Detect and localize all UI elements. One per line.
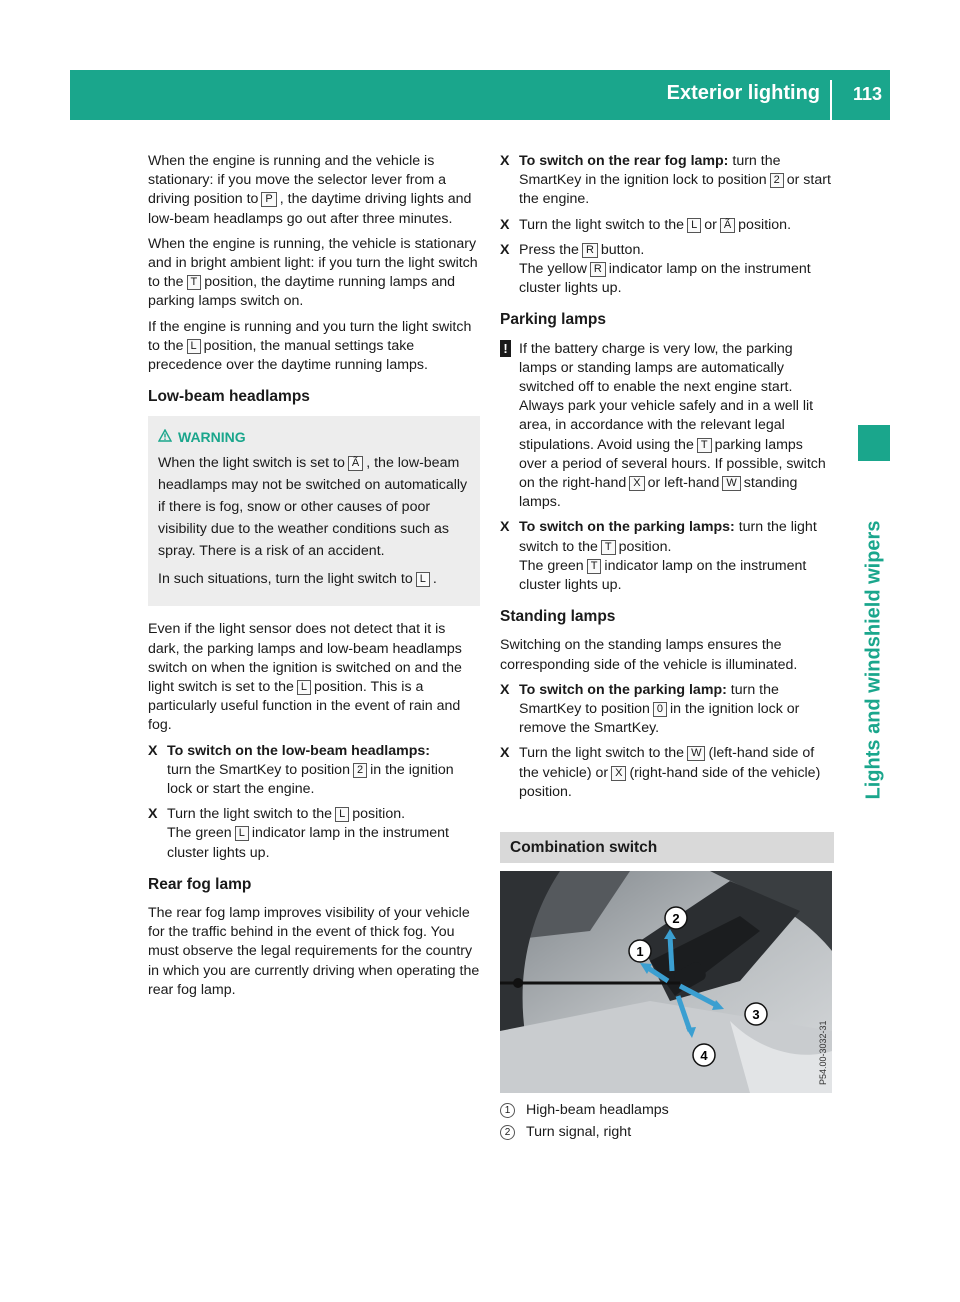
left-standing-symbol: W: [687, 746, 705, 761]
step-arrow-icon: X: [148, 742, 158, 759]
callout-1: 1: [636, 944, 644, 960]
right-column: [500, 152, 834, 1144]
page-header: [70, 70, 890, 120]
right-standing-symbol: X: [629, 476, 644, 491]
low-beam-symbol: L: [416, 572, 430, 587]
sensor-paragraph: Even if the light sensor does not detect that it is dark, the parking lamps and low-beam headlamps switch on when the ignition is switched on and the light switch is set to the L position. This is a particularly useful function in the event of rain and fog.: [148, 621, 462, 734]
chapter-marker: [858, 425, 890, 461]
header-divider: [830, 80, 832, 120]
step-arrow-icon: X: [500, 681, 510, 698]
warning-text-1: When the light switch is set to Ã , the low-beam headlamps may not be switched on automatically if there is fog, snow or other causes of poor visibility due to the weather conditions such as spray. There is a risk of an accident.: [158, 455, 468, 560]
exclamation-icon: !: [500, 340, 511, 357]
instruction-step: X Turn the light switch to the L position. The green L indicator lamp in the instrument cluster lights up.: [148, 806, 449, 861]
fog-lamp-symbol: R: [582, 243, 598, 258]
left-standing-symbol: W: [722, 476, 740, 491]
step-arrow-icon: X: [500, 241, 510, 258]
auto-symbol: Ã: [720, 218, 735, 233]
position-symbol: 2: [353, 763, 367, 778]
legend-number: 2: [500, 1125, 515, 1140]
parking-lamp-symbol: T: [587, 559, 602, 574]
instruction-step: X Press the R button. The yellow R indicator lamp on the instrument cluster lights up.: [500, 241, 811, 297]
position-symbol: 2: [770, 173, 784, 188]
figure-code: P54.00-3032-31: [818, 1020, 828, 1086]
park-symbol: P: [261, 192, 276, 207]
combination-switch-illustration: [500, 871, 832, 1093]
step-arrow-icon: X: [500, 153, 510, 169]
intro-paragraph-1: When the engine is running and the vehicle is stationary: if you move the selector lever from a driving position to P , the daytime driving lights and low-beam headlamps go out after three minutes.: [148, 153, 472, 227]
heading-rear-fog: Rear fog lamp: [148, 875, 252, 893]
low-beam-symbol: L: [687, 218, 701, 233]
callout-2: 2: [672, 911, 680, 927]
callout-4: 4: [700, 1048, 708, 1064]
auto-symbol: Ã: [348, 456, 363, 471]
warning-header: WARNING: [158, 426, 470, 448]
step-arrow-icon: X: [500, 519, 510, 536]
position-symbol: 0: [653, 702, 667, 717]
combination-switch-title: Combination switch: [500, 832, 834, 863]
instruction-step: X Turn the light switch to the L or Ã position.: [500, 216, 834, 235]
instruction-step: X To switch on the parking lamps: turn the light switch to the T position. The green T indicator lamp on the instrument cluster lights up.: [500, 519, 817, 594]
right-standing-symbol: X: [611, 766, 626, 781]
standing-paragraph: Switching on the standing lamps ensures the corresponding side of the vehicle is illuminated.: [500, 637, 798, 673]
instruction-step: X To switch on the parking lamp: turn the SmartKey to position 0 in the ignition lock or remove the SmartKey.: [500, 681, 800, 737]
legend-item: 1 High-beam headlamps: [500, 1101, 834, 1120]
legend-number: 1: [500, 1103, 515, 1118]
intro-paragraph-2: When the engine is running, the vehicle is stationary and in bright ambient light: if you turn the light switch to the T position, the daytime running lamps and parking lamps switch on.: [148, 235, 478, 310]
page-number: 113: [852, 84, 882, 104]
intro-paragraph-3: If the engine is running and you turn the light switch to the L position, the manual settings take precedence over the daytime running lamps.: [148, 318, 472, 374]
fog-lamp-symbol: R: [590, 262, 606, 277]
fog-paragraph: The rear fog lamp improves visibility of your vehicle for the traffic behind in the event of thick fog. You must observe the legal requirements for the country in which you are currently driving when operating the rear fog lamp.: [148, 905, 480, 998]
warning-box: [148, 416, 480, 606]
battery-note: ! If the battery charge is very low, the parking lamps or standing lamps are automatically switched off to enable the next engine start. Always park your vehicle safely and in a well lit area, in accordance with the relevant legal stipulations. Avoid using the T parking lamps over a period of several hours. If possible, switch on the right-hand X or left-hand W standing lamps.: [500, 340, 834, 513]
heading-low-beam: Low-beam headlamps: [148, 388, 310, 406]
parking-lamp-symbol: T: [601, 540, 616, 555]
step-arrow-icon: X: [500, 745, 510, 762]
low-beam-symbol: L: [235, 826, 249, 841]
legend-item: 2 Turn signal, right: [500, 1123, 834, 1142]
heading-standing-lamps: Standing lamps: [500, 608, 616, 626]
low-beam-symbol: L: [187, 339, 201, 354]
combination-switch-figure: [500, 871, 832, 1093]
section-title: Exterior lighting: [666, 82, 820, 104]
callout-3: 3: [752, 1007, 760, 1023]
instruction-step: X To switch on the rear fog lamp: turn the SmartKey in the ignition lock to position 2 or start the engine.: [500, 153, 831, 208]
instruction-step: X Turn the light switch to the W (left-hand side of the vehicle) or X (right-hand side of the vehicle) position.: [500, 745, 821, 800]
low-beam-symbol: L: [297, 680, 311, 695]
heading-parking-lamps: Parking lamps: [500, 311, 606, 329]
instruction-step: X To switch on the low-beam headlamps: turn the SmartKey to position 2 in the ignition lock or start the engine.: [148, 742, 454, 798]
chapter-tab-label: Lights and windshield wipers: [862, 520, 885, 800]
warning-triangle-icon: [158, 426, 172, 448]
parking-lamp-symbol: T: [697, 438, 712, 453]
low-beam-symbol: L: [335, 807, 349, 822]
parking-lamp-symbol: T: [187, 275, 202, 290]
step-arrow-icon: X: [500, 216, 510, 233]
step-arrow-icon: X: [148, 806, 158, 823]
warning-text-2: In such situations, turn the light switch to L .: [158, 571, 437, 588]
left-column: [148, 152, 480, 1006]
